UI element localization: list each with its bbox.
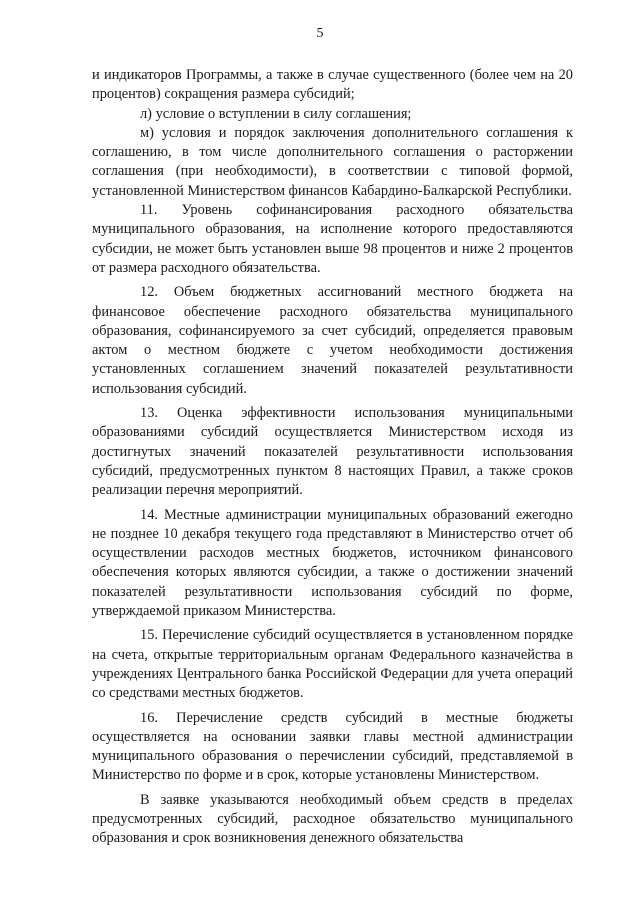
paragraph-14: 14. Местные администрации муниципальных образований ежегодно не позднее 10 декабря текущего года представляют в Министерство отчет об осуществлении расходов местных бюджетов, источником финансового обеспечения которых являются субсидии, а также о достижении значений показателей результативности использования субсидий по форме, утверждаемой приказом Министерства.: [92, 506, 573, 620]
paragraph-15: 15. Перечисление субсидий осуществляется в установленном порядке на счета, открытые территориальным органам Федерального казначейства в учреждениях Центрального банка Российской Федерации для учета операций со средствами местных бюджетов.: [92, 627, 573, 702]
paragraph-item-l: л) условие о вступлении в силу соглашения;: [140, 105, 412, 122]
paragraph-13: 13. Оценка эффективности использования муниципальными образованиями субсидий осуществляется Министерством исходя из достигнутых значений показателей результативности использования субсидий, предусмотренных пунктом 8 настоящих Правил, а также сроков реализации перечня мероприятий.: [92, 405, 573, 499]
paragraph-16: 16. Перечисление средств субсидий в местные бюджеты осуществляется на основании заявки главы местной администрации муниципального образования о перечислении субсидий, представляемой в Министерство по форме и в срок, которые установлены Министерством.: [92, 709, 573, 784]
paragraph-item-m: м) условия и порядок заключения дополнительного соглашения к соглашению, в том числе дополнительного соглашения о расторжении соглашения (при необходимости), в соответствии с типовой формой, установленной Министерством финансов Кабардино-Балкарской Республики.: [92, 124, 573, 199]
page-number: 5: [316, 26, 324, 41]
document-body: [92, 66, 573, 849]
paragraph-12: 12. Объем бюджетных ассигнований местного бюджета на финансовое обеспечение расходного обязательства муниципального образования, софинансируемого за счет субсидий, определяется правовым актом о местном бюджете с учетом необходимости достижения установленных соглашением значений показателей результативности использования субсидий.: [92, 284, 573, 397]
paragraph-continuation: и индикаторов Программы, а также в случае существенного (более чем на 20 процентов) сокращения размера субсидий;: [92, 67, 573, 103]
paragraph-application: В заявке указываются необходимый объем средств в пределах предусмотренных субсидий, расходное обязательство муниципального образования и срок возникновения денежного обязательства: [92, 791, 573, 847]
paragraph-11: 11. Уровень софинансирования расходного обязательства муниципального образования, на исполнение которого предоставляются субсидии, не может быть установлен выше 98 процентов и ниже 2 процентов от размера расходного обязательства.: [92, 202, 573, 276]
